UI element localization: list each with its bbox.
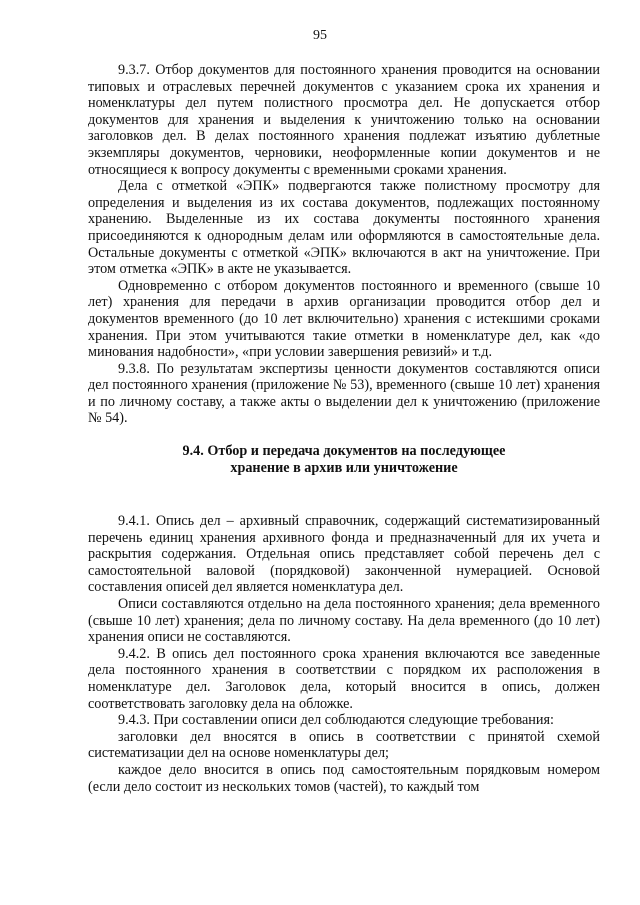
paragraph-epk-review: Дела с отметкой «ЭПК» подвергаются также полистному просмотру для определения и выделения из их состава документов, подлежащих постоянному хранению. Выделенные из их состава документы постоянного хранения присоединяются к однородным делам или оформляются в самостоятельные дела. Остальные документы с отметкой «ЭПК» включаются в акт на уничтожение. При этом отметка «ЭПК» в акте не указывается. [88,178,600,278]
section-heading-line-2: хранение в архив или уничтожение [230,460,458,477]
document-body [88,62,600,795]
paragraph-9-4-1: 9.4.1. Опись дел – архивный справочник, содержащий систематизированный перечень единиц хранения архивного фонда и предназначенный для их учета и раскрытия содержания. Отдельная опись представляет собой перечень дел с самостоятельной валовой (порядковой) законченной нумерацией. Основой составления описей дел является номенклатура дел. [88,513,600,596]
page-number: 95 [313,28,327,43]
paragraph-9-4-3: 9.4.3. При составлении описи дел соблюдаются следующие требования: [118,712,554,729]
paragraph-simultaneous-selection: Одновременно с отбором документов постоянного и временного (свыше 10 лет) хранения для передачи в архив организации проводится отбор дел и документов временного (до 10 лет включительно) хранения с истекшими сроками хранения. При этом учитываются такие отметки в номенклатуре дел, как «до минования надобности», «при условии завершения ревизий» и т.д. [88,277,600,361]
paragraph-9-4-2: 9.4.2. В опись дел постоянного срока хранения включаются все заведенные дела постоянного хранения в соответствии с порядком их расположения в номенклатуре дел. Заголовок дела, который вносится в опись, должен соответствовать заголовку дела на обложке. [88,645,600,712]
paragraph-inventory-types: Описи составляются отдельно на дела постоянного хранения; дела временного (свыше 10 лет) хранения; дела по личному составу. На дела временного (до 10 лет) хранения описи не составляются. [88,596,600,646]
paragraph-9-3-7: 9.3.7. Отбор документов для постоянного хранения проводится на основании типовых и отраслевых перечней документов с указанием срока их хранения и номенклатуры дел путем полистного просмотра дел. Не допускается отбор документов для хранения и выделения к уничтожению только на основании заголовков дел. В делах постоянного хранения подлежат изъятию дублетные экземпляры документов, черновики, неоформленные копии документов и не относящиеся к вопросу документы с временными сроками хранения. [88,62,600,178]
paragraph-requirement-headings: заголовки дел вносятся в опись в соответствии с принятой схемой систематизации дел на основе номенклатуры дел; [88,728,600,762]
section-heading-9-4 [88,443,600,477]
paragraph-9-3-8: 9.3.8. По результатам экспертизы ценности документов составляются описи дел постоянного хранения (приложение № 53), временного (свыше 10 лет) хранения и по личному составу, а также акты о выделении дел к уничтожению (приложение № 54). [88,360,600,427]
section-spacer [88,477,600,513]
paragraph-requirement-numbering: каждое дело вносится в опись под самостоятельным порядковым номером (если дело состоит из нескольких томов (частей), то каждый том [88,761,600,795]
section-heading-line-1: 9.4. Отбор и передача документов на последующее [182,443,506,460]
